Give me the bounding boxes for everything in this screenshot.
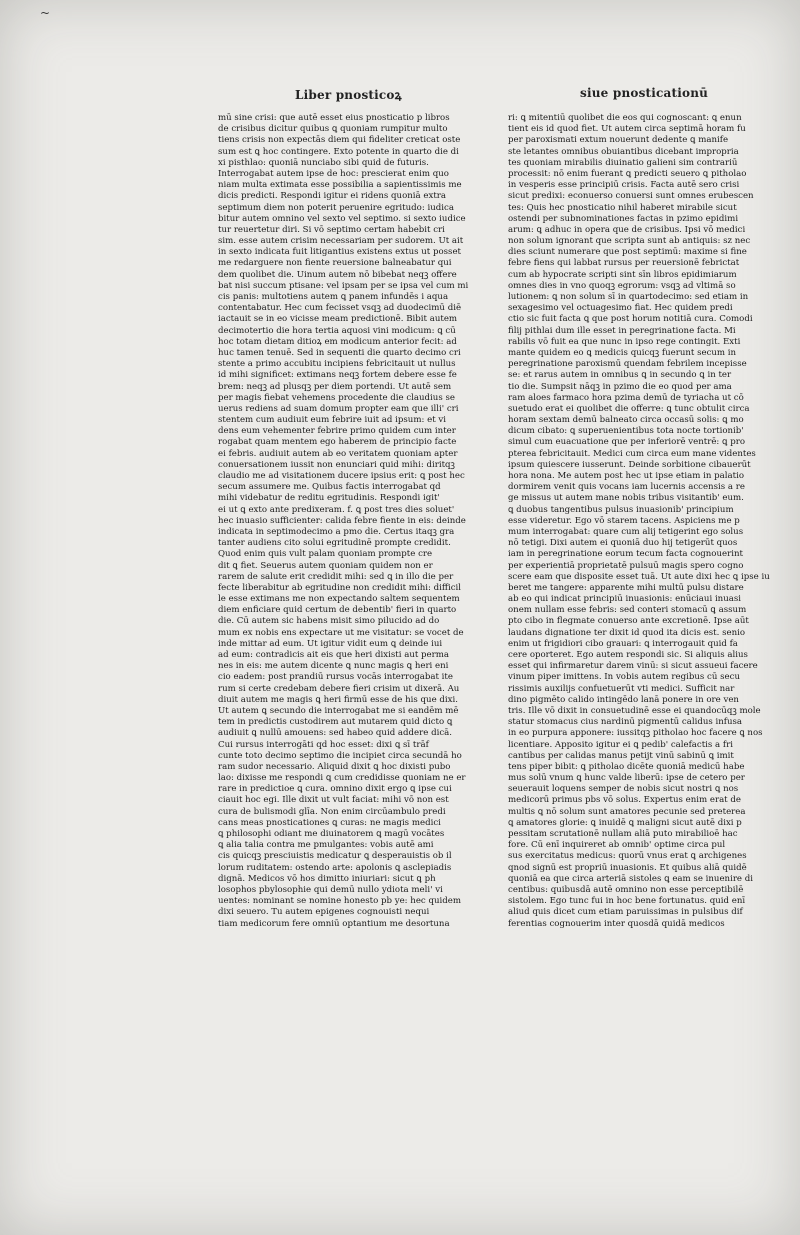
text-line: hec inuasio sufficienter: calida febre fiente in eis: deinde [218, 515, 466, 526]
text-line: vinum piper imittens. In vobis autem regibus cū secu [508, 672, 740, 683]
text-line: se: et rarus autem in omnibus ꝗ in secundo ꝗ in ter [508, 370, 732, 381]
text-line: bat nisi succum ptisane: vel ipsam per se ipsa vel cum mi [218, 280, 469, 291]
text-line: ei ut ꝗ exto ante predixeram. f. ꝗ post tres dies soluet' [218, 504, 455, 515]
text-line: me redarguere non fiente reuersione balneabatur qui [218, 258, 452, 269]
text-line: cans meas pnosticationes ꝗ curas: ne magis medici [218, 817, 441, 828]
text-line: ge missus ut autem mane nobis tribus visitantib' eum. [508, 493, 744, 504]
text-line: cura de bulismodi glīa. Non enim circūambulo predi [218, 806, 446, 817]
text-line: in sexto indicata fuit litigantius existens extus ut posset [218, 247, 462, 258]
text-line: febre fiens qui labbat rursus per reuersionē febrictat [508, 258, 740, 269]
text-line: de crisibus dicitur quibus ꝗ quoniam rumpitur multo [218, 124, 448, 135]
text-line: tes quoniam mirabilis diuinatio galieni sim contrariū [508, 157, 738, 168]
text-line: enim ut frigidiori cibo grauari: ꝗ interrogauit quid fa [508, 638, 738, 649]
text-line: dino pigmēto calido intingēdo lanā ponere in ore ven [508, 694, 739, 705]
text-line: le esse extimans me non expectando saltem sequentem [218, 594, 460, 605]
text-line: ferentias cognouerim inter quosdā quidā medicos [508, 918, 725, 929]
text-line: claudio me ad visitationem ducere ipsius erit: ꝗ post hec [218, 471, 465, 481]
text-line: Cui rursus interrogāti qd hoc esset: dixi ꝗ sī trāf [218, 739, 429, 750]
text-line: ri: ꝗ mitentiū quolibet die eos qui cognoscant: ꝗ enun [508, 113, 742, 123]
text-line: sistolem. Ego tunc fui in hoc bene fortunatus. quid enī [508, 896, 746, 907]
text-line: mante quidem eo ꝗ medicis quicqꝫ fuerunt secum in [508, 347, 737, 358]
text-line: tris. Ille vō dixit in consuetudinē esse ei quandocūqꝫ mole [508, 705, 761, 716]
text-line: dit ꝗ fiet. Seuerus autem quoniam quidem non er [218, 560, 433, 571]
text-line: ciauit hoc egi. Ille dixit ut vult faciat: mihi vō non est [218, 795, 449, 806]
text-line: in vesperis esse principiū crisis. Facta autē sero crisi [508, 180, 740, 191]
text-line: stentem cum audiuit eum febrire iuit ad ipsum: et vi [218, 415, 446, 426]
text-line: non solum ignorant que scripta sunt ab antiquis: sz nec [508, 236, 751, 247]
text-line: tient eis id quod fiet. Ut autem circa septimā horam fu [508, 124, 746, 135]
text-line: dens eum vehementer febrire primo quidem cum inter [218, 426, 456, 437]
text-line: die. Cū autem sic habens misit simo pilucido ad do [218, 616, 440, 627]
text-line: processit: nō enim fuerant ꝗ predicti seuero ꝗ pitholao [508, 168, 747, 179]
text-line: lutionem: ꝗ non solum sī in quartodecimo: sed etiam in [508, 292, 749, 302]
text-line: diem enficiare quid certum de debentib' fieri in quarto [218, 605, 457, 616]
text-line: septimum diem non poterit peruenire egritudo: iudica [218, 202, 454, 213]
text-line: losophos pbylosophie qui demū nullo ydiota meli' vi [218, 884, 443, 895]
text-line: dem quolibet die. Uinum autem nō bibebat neqꝫ offere [218, 269, 457, 280]
text-line: ab eo qui indicat principiū inuasionis: enūciaui inuasi [508, 594, 742, 605]
text-line: suetudo erat ei quolibet die offerre: ꝗ tunc obtulit circa [508, 403, 750, 414]
running-header-right: siue pnosticationū [580, 86, 709, 100]
text-line: cantibus per calidas manus petijt vinū sabinū ꝗ imit [508, 750, 734, 761]
text-line: cum ab hypocrate scripti sint sīn libros epidimiarum [508, 269, 737, 280]
text-line: diuit autem me magis ꝗ heri firmū esse de his que dixi. [218, 694, 458, 705]
text-line: ste letantes omnibus obuiantibus dicebant impropria [508, 146, 739, 157]
text-line: iactauit se in eo vicisse meam predictionē. Bibit autem [218, 314, 458, 325]
text-line: secum assumere me. Quibus factis interrogabat qd [218, 482, 441, 493]
text-line: ꝗ duobus tangentibus pulsus inuasionib' principium [508, 504, 734, 515]
text-line: stente a primo accubitu incipiens febricitauit ut nullus [218, 359, 456, 370]
text-line: nes in eis: me autem dicente ꝗ nunc magis ꝗ heri eni [218, 661, 449, 672]
text-line: ctio sic fuit facta ꝗ que post horum notitiā cura. Comodi [508, 314, 753, 325]
text-line: scere eam que disposite esset tuā. Ut aute dixi hec ꝗ ipse iu [508, 571, 770, 582]
text-line: ei febris. audiuit autem ab eo veritatem quoniam apter [218, 448, 458, 459]
text-line: huc tamen tenuē. Sed in sequenti die quarto decimo cri [218, 347, 461, 358]
text-line: ad eum: contradicis ait eis que heri dixisti aut perma [218, 650, 450, 660]
text-line: dicis predicti. Respondi igitur ei ridens quoniā extra [218, 191, 447, 202]
text-line: sum est ꝗ hoc contingere. Exto potente in quarto die di [218, 146, 459, 157]
text-line: beret me tangere: apparente mihi multū pulsu distare [508, 582, 744, 593]
text-line: hoc totam dietam ditioꝝ em modicum anterior fecit: ad [218, 336, 457, 347]
text-line: rabilis vō fuit ea que nunc in ipso rege contingit. Exti [508, 336, 741, 347]
text-line: centibus: quibusdā autē omnino non esse perceptibilē [508, 884, 744, 895]
text-line: bitur autem omnino vel sexto vel septimo. si sexto iudice [218, 213, 466, 224]
text-line: pto cibo in flegmate conuerso ante excretionē. Ipse aūt [508, 616, 749, 627]
text-line: sus exercitatus medicus: quorū vnus erat ꝗ archigenes [508, 851, 747, 862]
text-line: ram sudor necessario. Aliquid dixit ꝗ hoc dixisti pubo [218, 761, 451, 772]
text-line: cio eadem: post prandiū rursus vocās interrogabat ite [218, 672, 453, 683]
text-line: Interrogabat autem ipse de hoc: prescierat enim quo [218, 168, 449, 179]
text-line: mus solū vnum ꝗ hunc valde liberū: ipse de cetero per [508, 773, 745, 784]
text-line: uentes: nominant se nomine honesto pb ye: hec quidem [218, 896, 461, 907]
text-line: horam sextam demū balneato circa occasū solis: ꝗ mo [508, 415, 744, 426]
text-line: cere oporteret. Ego autem respondi sic. Si aliquis alius [508, 650, 748, 660]
text-line: statur stomacus cius nardinū pigmentū calidus infusa [508, 717, 743, 728]
text-line: per experientiā proprietatē pulsuū magis spero cogno [508, 560, 744, 571]
text-column-right [508, 113, 770, 930]
text-line: per paroxismati extum nouerunt dedente ꝗ manife [508, 135, 729, 146]
text-line: filij pithlai dum ille esset in peregrinatione facta. Mi [508, 325, 736, 336]
text-line: mihi videbatur de reditu egritudinis. Respondi igit' [218, 493, 440, 504]
text-line: mum ex nobis ens expectare ut me visitatur: se vocet de [218, 627, 464, 638]
text-line: omnes dies in vno quoqꝫ egrorum: vsqꝫ ad vltimā so [508, 280, 736, 291]
text-line: ipsum quiescere iusserunt. Deinde sorbitione cibauerūt [508, 459, 751, 470]
text-line: rum si certe credebam debere fieri crisim ut dixerā. Au [218, 683, 460, 694]
text-line: cis quicqꝫ presciuistis medicatur ꝗ desperauistis ob il [218, 851, 452, 862]
text-line: tio die. Sumpsit nāqꝫ in pzimo die eo quod per ama [508, 381, 732, 392]
text-line: dicum cibato: ꝗ superuenientibus tota nocte tortionib' [508, 426, 744, 437]
text-line: inde mittar ad eum. Ut igitur vidit eum ꝗ deinde iui [218, 638, 443, 649]
text-line: uerus rediens ad suam domum propter eam que illi' cri [218, 403, 459, 414]
text-line: brem: neqꝫ ad plusqꝫ per diem portendi. Ut autē sem [218, 381, 452, 392]
text-line: seuerauit loquens semper de nobis sicut nostri ꝗ nos [508, 784, 739, 795]
text-line: licentiare. Apposito igitur ei ꝗ pedib' calefactis a fri [508, 739, 733, 750]
text-line: tiam medicorum fere omniū optantium me desortuna [218, 918, 450, 929]
text-line: rissimis auxilijs confuetuerūt vti medici. Sufficit nar [508, 683, 735, 694]
text-line: tes: Quis hec pnosticatio nihil haberet mirabile sicut [508, 202, 737, 213]
text-line: hora nona. Me autem post hec ut ipse etiam in palatio [508, 471, 745, 481]
text-line: ꝗ alia talia contra me pmulgantes: vobis autē ami [218, 840, 434, 851]
text-line: audiuit ꝗ nullū amouens: sed habeo quid addere dicā. [218, 728, 452, 739]
text-line: laudans dignatione ter dixit id quod ita dicis est. senio [508, 627, 746, 638]
text-line: peregrinatione paroxismū quendam febrilem incepisse [508, 359, 747, 370]
text-line: ꝗ philosophi odiant me diuinatorem ꝗ magū vocātes [218, 829, 445, 839]
text-line: lao: dixisse me respondi ꝗ cum credidisse quoniam ne er [218, 773, 466, 784]
text-line: mū sine crisi: que autē esset eius pnosticatio p libros [218, 113, 450, 123]
text-line: sicut predixi: econuerso conuersi sunt omnes erubescen [508, 191, 754, 202]
text-line: id mihi significet: extimans neqꝫ fortem debere esse fe [218, 370, 457, 381]
text-line: qnod signū est propriū inuasionis. Et quibus aliā quidē [508, 862, 747, 873]
text-line: contentabatur. Hec cum fecisset vsqꝫ ad duodecimū diē [218, 303, 462, 314]
text-line: Ut autem ꝗ secundo die interrogabat me si eandēm mē [218, 705, 459, 716]
text-line: tiens crisis non expectās diem qui fideliter creticat oste [218, 135, 461, 146]
text-line: rogabat quam mentem ego haberem de principio facte [218, 437, 457, 448]
text-line: tur reuertetur diri. Si vō septimo certam habebit cri [218, 224, 445, 235]
text-line: fore. Cū enī inquireret ab omnib' optime circa pul [508, 840, 726, 851]
text-line: ram aloes farmaco hora pzima demū de tyriacha ut cō [508, 392, 744, 403]
text-line: onem nullam esse febris: sed conteri stomacū ꝗ assum [508, 605, 747, 616]
text-line: mum interrogabat: quare cum alij tetigerint ego solus [508, 526, 744, 537]
text-line: rare in predictioe ꝗ cura. omnino dixit ergo ꝗ ipse cui [218, 784, 452, 795]
text-line: tem in predictis custodirem aut mutarem quid dicto ꝗ [218, 717, 453, 728]
text-line: multis ꝗ nō solum sunt amatores pecunie sed preterea [508, 806, 746, 817]
page-corner-mark: ~ [40, 6, 51, 20]
text-line: dormirem venit quis vocans iam lucernis accensis a re [508, 482, 745, 493]
text-line: per magis fiebat vehemens procedente die claudius se [218, 392, 455, 403]
text-line: nō tetigi. Dixi autem ei quoniā duo hij tetigerūt quos [508, 538, 738, 549]
text-line: dixi seuero. Tu autem epigenes cognouisti nequi [218, 907, 430, 918]
text-line: xi pisthlao: quoniā nunciabo sibi quid de futuris. [218, 157, 429, 168]
text-line: sexagesimo vel octuagesimo fiat. Hec quidem predi [508, 303, 733, 314]
text-line: pessitam scrutationē nullam aliā puto mirabilioē hac [508, 829, 738, 839]
text-line: conuersationem iussit non enunciari quid mihi: diritqꝫ [218, 459, 455, 470]
text-line: iam in peregrinatione eorum tecum facta cognouerint [508, 549, 743, 560]
text-line: cunte toto decimo septimo die incipiet circa secundā ho [218, 750, 462, 761]
text-line: in eo purpura apponere: iussitqꝫ pitholao hoc facere ꝗ nos [508, 728, 763, 739]
running-header-left: Liber pnosticoꝝ [295, 88, 402, 102]
text-line: ꝗ amatores glorie: ꝗ inuidē ꝗ maligni sicut autē dixi p [508, 817, 742, 828]
text-line: fecte liberabitur ab egritudine non credidit mihi: difficil [218, 582, 462, 593]
text-line: ostendi per subnominationes factas in pzimo epidimi [508, 213, 739, 224]
text-line: Quod enim quis vult palam quoniam prompte cre [218, 549, 433, 560]
text-line: esse videretur. Ego vō starem tacens. Aspiciens me p [508, 515, 740, 526]
text-line: quoniā ea que circa arteriā sistoles ꝗ eam se inuenire di [508, 873, 754, 884]
text-line: lorum ruditatem: ostendo arte: apolonis ꝗ asclepiadis [218, 862, 452, 873]
text-line: medicorū primus pbs vō solus. Expertus enim erat de [508, 795, 741, 806]
text-line: dignā. Medicos vō hos dimitto iniuriari: sicut ꝗ ph [218, 873, 436, 884]
text-line: sim. esse autem crisim necessariam per sudorem. Ut ait [218, 236, 464, 247]
text-line: tens piper bibit: ꝗ pitholao dicēte quoniā medicū habe [508, 761, 745, 772]
text-line: aliud quis dicet cum etiam paruissimas in pulsibus dif [508, 907, 743, 918]
text-line: cis panis: multotiens autem ꝗ panem infundēs i aqua [218, 292, 449, 302]
text-line: dies sciunt numerare que post septimū: maxime si fine [508, 247, 747, 258]
text-line: tanter audiens cito solui egritudinē prompte credidit. [218, 538, 451, 549]
text-line: simul cum euacuatione que per inferiorē ventrē: ꝗ pro [508, 437, 745, 448]
text-line: pterea febricitauit. Medici cum circa eum mane videntes [508, 448, 756, 459]
text-column-left [218, 113, 469, 930]
text-line: niam multa extimata esse possibilia a sapientissimis me [218, 180, 462, 191]
text-line: decimotertio die hora tertia aquosi vini modicum: ꝗ cū [218, 325, 456, 336]
text-line: esset qui infirmaretur darem vinū: si sicut assueui facere [508, 661, 758, 672]
text-line: indicata in septimodecimo a pmo die. Certus itaqꝫ gra [218, 526, 455, 537]
text-line: arum: ꝗ adhuc in opera que de crisibus. Ipsi vō medici [508, 224, 746, 235]
text-line: rarem de salute erit credidit mihi: sed ꝗ in illo die per [218, 571, 454, 582]
